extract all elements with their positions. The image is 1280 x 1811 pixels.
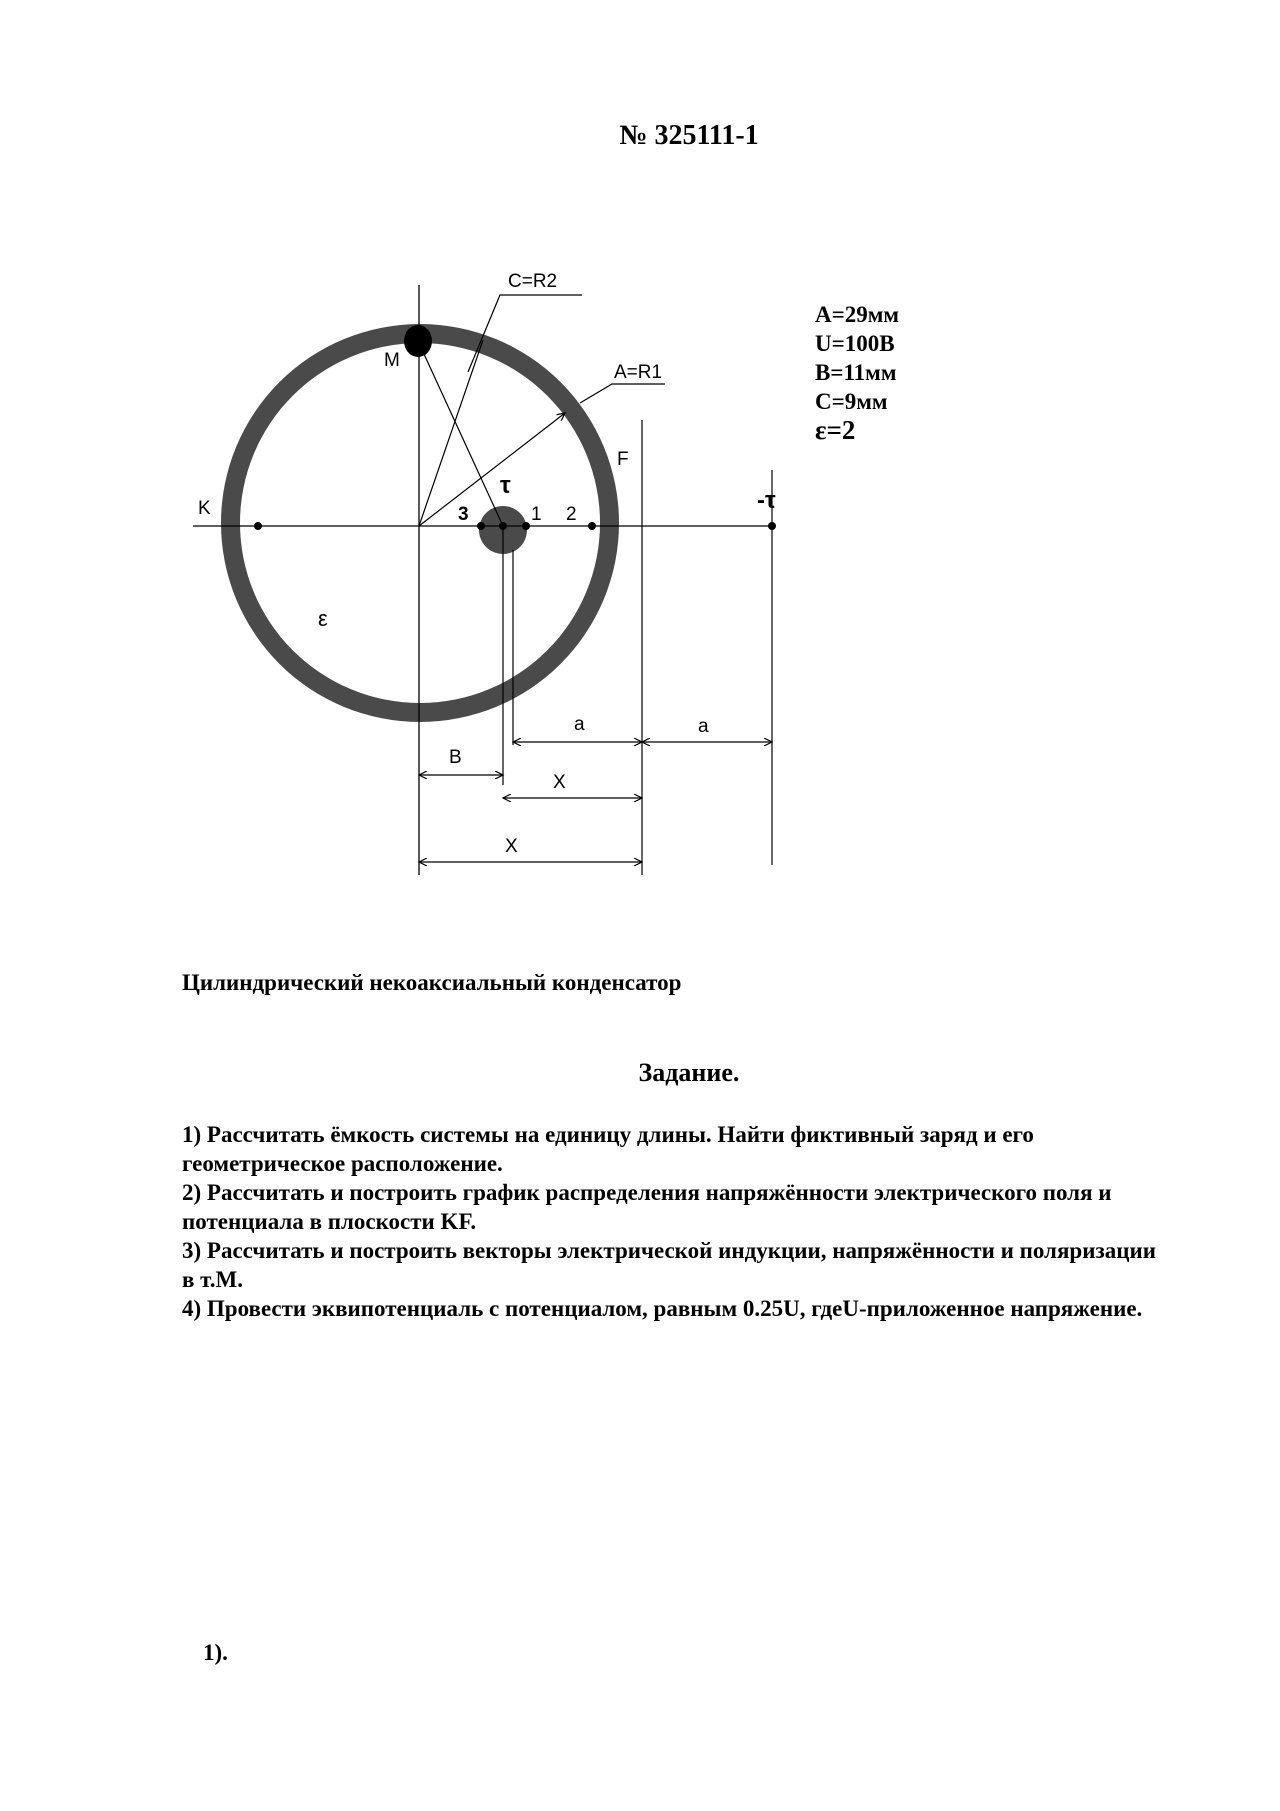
label-dim-x-outer: X <box>505 836 518 857</box>
document-number: № 325111-1 <box>619 120 759 151</box>
label-dim-a-right: a <box>698 716 709 737</box>
label-f: F <box>617 449 629 470</box>
label-k: K <box>198 498 211 519</box>
task-item-2: 2) Рассчитать и построить график распределения напряжённости электрического поля и потенциала в плоскости KF. <box>182 1180 1112 1234</box>
label-m: M <box>384 350 400 371</box>
task-item-1: 1) Рассчитать ёмкость системы на единицу длины. Найти фиктивный заряд и его геометрическое расположение. <box>182 1122 1034 1176</box>
task-title: Задание. <box>638 1058 740 1087</box>
task-item-4: 4) Провести эквипотенциаль с потенциалом, равным 0.25U, гдеU-приложенное напряжение. <box>182 1296 1143 1321</box>
point-k-dot <box>254 522 262 530</box>
label-point-1: 1 <box>531 504 542 525</box>
point-2-dot <box>588 522 596 530</box>
label-point-3: 3 <box>458 504 469 525</box>
label-point-2: 2 <box>566 504 577 525</box>
capacitor-diagram <box>0 0 1280 900</box>
figure-caption: Цилиндрический некоаксиальный конденсатор <box>182 970 682 995</box>
label-a-r1: A=R1 <box>614 362 663 383</box>
param-u: U=100В <box>815 331 895 356</box>
param-c: C=9мм <box>815 389 888 414</box>
param-a: A=29мм <box>815 302 900 327</box>
param-eps: ε=2 <box>815 415 856 445</box>
label-epsilon: ε <box>318 606 328 631</box>
label-tau-outer: -τ <box>757 487 776 514</box>
parameters-block <box>815 300 899 445</box>
param-b: B=11мм <box>815 360 897 385</box>
point-3-dot <box>477 522 485 530</box>
task-list <box>182 1120 1162 1323</box>
label-tau-inner: τ <box>500 472 511 499</box>
point-1-dot <box>522 522 530 530</box>
label-dim-a-left: a <box>574 714 585 735</box>
task-item-3: 3) Рассчитать и построить векторы электрической индукции, напряжённости и поляризации в т.M. <box>182 1238 1156 1292</box>
answer-item-1: 1). <box>203 1640 228 1665</box>
leader-a-r1 <box>580 384 665 403</box>
label-dim-b: B <box>449 747 462 768</box>
label-dim-x-inner: X <box>553 772 566 793</box>
label-c-r2: C=R2 <box>508 271 558 292</box>
